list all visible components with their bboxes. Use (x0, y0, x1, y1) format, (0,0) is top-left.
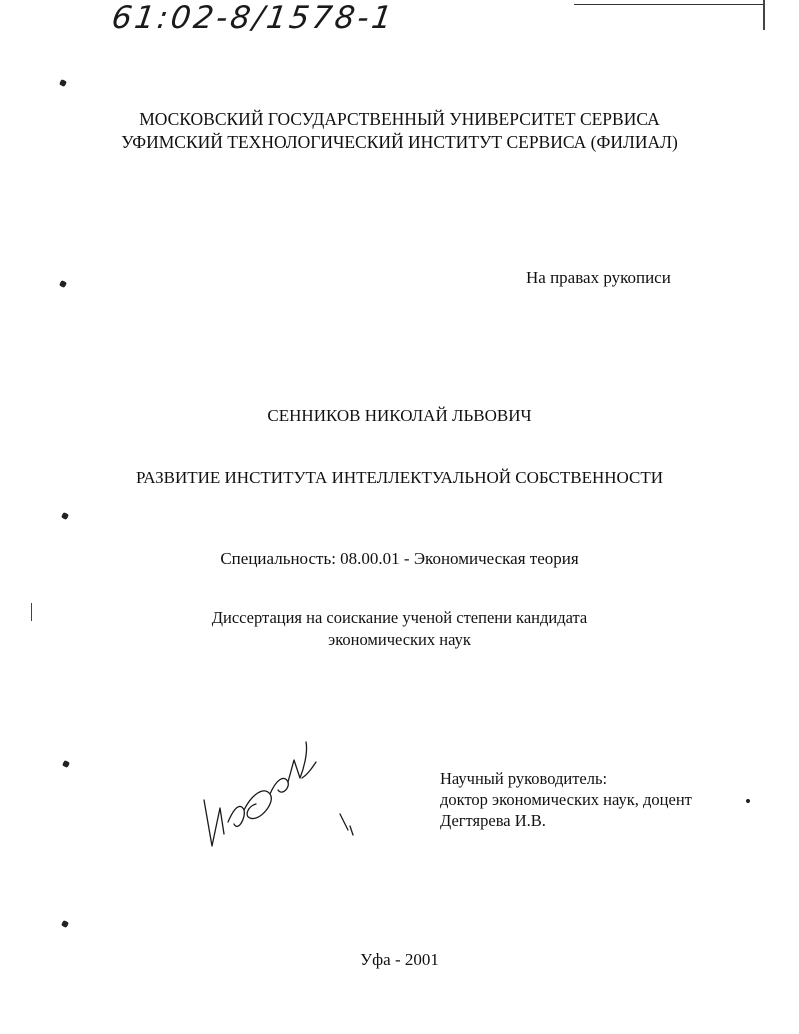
dissertation-title: РАЗВИТИЕ ИНСТИТУТА ИНТЕЛЛЕКТУАЛЬНОЙ СОБСТВЕННОСТИ (135, 468, 664, 487)
header-line-institute: УФИМСКИЙ ТЕХНОЛОГИЧЕСКИЙ ИНСТИТУТ СЕРВИСА (ФИЛИАЛ) (121, 132, 678, 152)
scan-dot-mark (59, 79, 67, 87)
dissertation-line-2: экономических наук (328, 630, 471, 649)
city-year: Уфа - 2001 (360, 950, 439, 969)
scan-dot-mark (62, 760, 70, 768)
dissertation-description (0, 607, 799, 651)
scan-dot-mark (59, 280, 67, 288)
handwritten-signature (190, 738, 370, 863)
header-line-university: МОСКОВСКИЙ ГОСУДАРСТВЕННЫЙ УНИВЕРСИТЕТ СЕРВИСА (139, 109, 660, 129)
specialty: Специальность: 08.00.01 - Экономическая теория (220, 549, 579, 568)
manuscript-note: На правах рукописи (526, 268, 671, 287)
handwritten-archive-number: 61:02-8/1578-1 (109, 0, 398, 36)
scan-corner-mark (574, 0, 764, 5)
supervisor-name: Дегтярева И.В. (440, 811, 546, 830)
supervisor-block (440, 768, 692, 831)
supervisor-degree: доктор экономических наук, доцент (440, 790, 692, 809)
scan-dot-mark (745, 798, 750, 803)
scan-dot-mark (61, 920, 69, 928)
dissertation-line-1: Диссертация на соискание ученой степени кандидата (211, 608, 588, 627)
author-name: СЕННИКОВ НИКОЛАЙ ЛЬВОВИЧ (267, 406, 532, 425)
scan-dot-mark (61, 512, 69, 520)
scan-corner-tick (763, 0, 765, 30)
institution-header (0, 108, 799, 154)
supervisor-label: Научный руководитель: (440, 769, 608, 788)
